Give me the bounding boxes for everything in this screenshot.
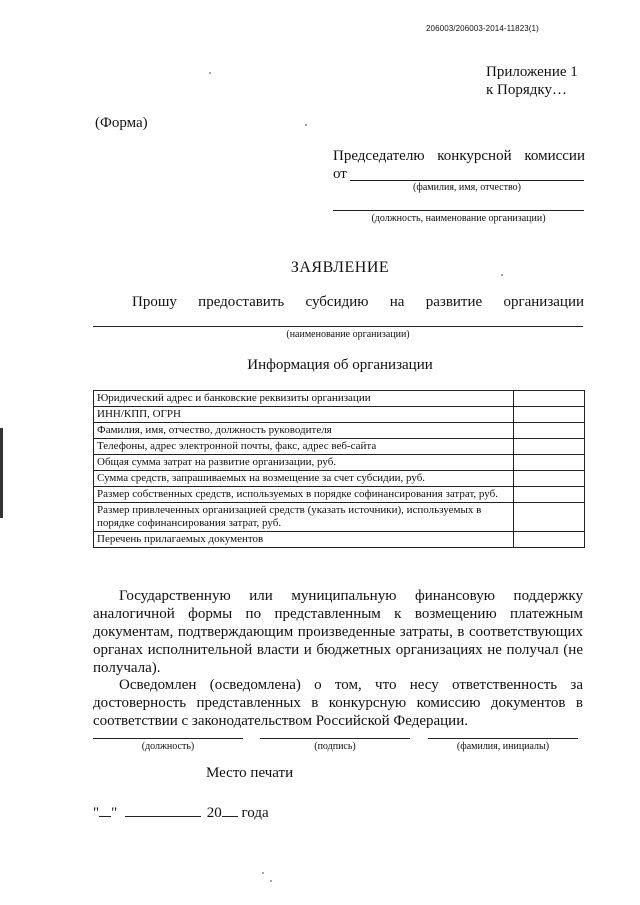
position-signature-line [93,738,243,739]
table-label: Размер собственных средств, используемых в порядке софинансирования затрат, руб. [94,487,514,503]
caption-position-organization: (должность, наименование организации) [371,213,546,224]
table-label: Сумма средств, запрашиваемых на возмещение за счет субсидии, руб. [94,471,514,487]
table-row [94,487,585,503]
document-title: ЗАЯВЛЕНИЕ [290,259,390,276]
scan-speck [305,124,307,126]
from-prefix: от [333,166,347,182]
table-row [94,439,585,455]
caption-full-name: (фамилия, имя, отчество) [413,182,521,193]
table-label: ИНН/КПП, ОГРН [94,407,514,423]
table-label: Размер привлеченных организацией средств (указать источники), используемых в порядке софинансирования затрат, руб. [94,503,514,532]
request-text: Прошу предоставить субсидию на развитие организации [132,294,584,310]
seal-placeholder: Место печати [206,765,294,781]
appendix-note [486,63,578,99]
caption-signature: (подпись) [314,741,356,752]
name-signature-line [428,738,578,739]
responsibility-paragraph: Осведомлен (осведомлена) о том, что несу ответственность за достоверность представленных в конкурсную комиссию документов в соответствии с законодательством Российской Федерации. [93,677,583,729]
year-prefix: 20 [206,805,222,821]
info-title: Информация об организации [247,357,433,373]
table-label: Общая сумма затрат на развитие организации, руб. [94,455,514,471]
table-value-cell [514,439,585,455]
table-row [94,503,585,532]
table-value-cell [514,455,585,471]
table-value-cell [514,487,585,503]
scan-speck [270,880,272,882]
organization-info-table [93,390,585,548]
from-name-line [350,180,584,181]
year-blank [222,803,238,817]
table-label: Перечень прилагаемых документов [94,532,514,548]
table-value-cell [514,423,585,439]
table-row [94,391,585,407]
table-row [94,471,585,487]
scan-speck [262,872,264,874]
scan-edge-mark [0,428,3,518]
table-value-cell [514,407,585,423]
appendix-line-2: к Порядку… [486,82,567,98]
date-row [93,803,269,822]
caption-name-initials: (фамилия, инициалы) [456,741,550,752]
signature-line [260,738,410,739]
document-id: 206003/206003-2014-11823(1) [426,24,539,33]
caption-position: (должность) [141,741,195,752]
table-value-cell [514,471,585,487]
table-value-cell [514,532,585,548]
organization-name-line [93,326,583,327]
table-value-cell [514,391,585,407]
table-label: Юридический адрес и банковские реквизиты организации [94,391,514,407]
date-quote-close: " [111,805,118,821]
table-row [94,407,585,423]
appendix-line-1: Приложение 1 [486,64,578,80]
position-line [333,210,584,211]
table-label: Фамилия, имя, отчество, должность руководителя [94,423,514,439]
table-value-cell [514,503,585,532]
table-row [94,455,585,471]
table-label: Телефоны, адрес электронной почты, факс, адрес веб-сайта [94,439,514,455]
day-blank [99,803,111,817]
year-suffix: года [241,805,269,821]
scan-speck [209,72,211,74]
form-label: (Форма) [95,115,148,131]
caption-organization-name: (наименование организации) [286,329,410,340]
addressee-title: Председателю конкурсной комиссии [333,148,585,164]
date-quote-open: " [93,805,100,821]
table-row [94,423,585,439]
scan-speck [501,274,503,276]
table-row [94,532,585,548]
declaration-paragraph: Государственную или муниципальную финансовую поддержку аналогичной формы по представленным к возмещению платежным документам, подтверждающим произведенные затраты, в соответствующих органах исполнительной власти и бюджетных организациях не получал (не получала). [93,588,583,676]
month-blank [125,803,201,817]
